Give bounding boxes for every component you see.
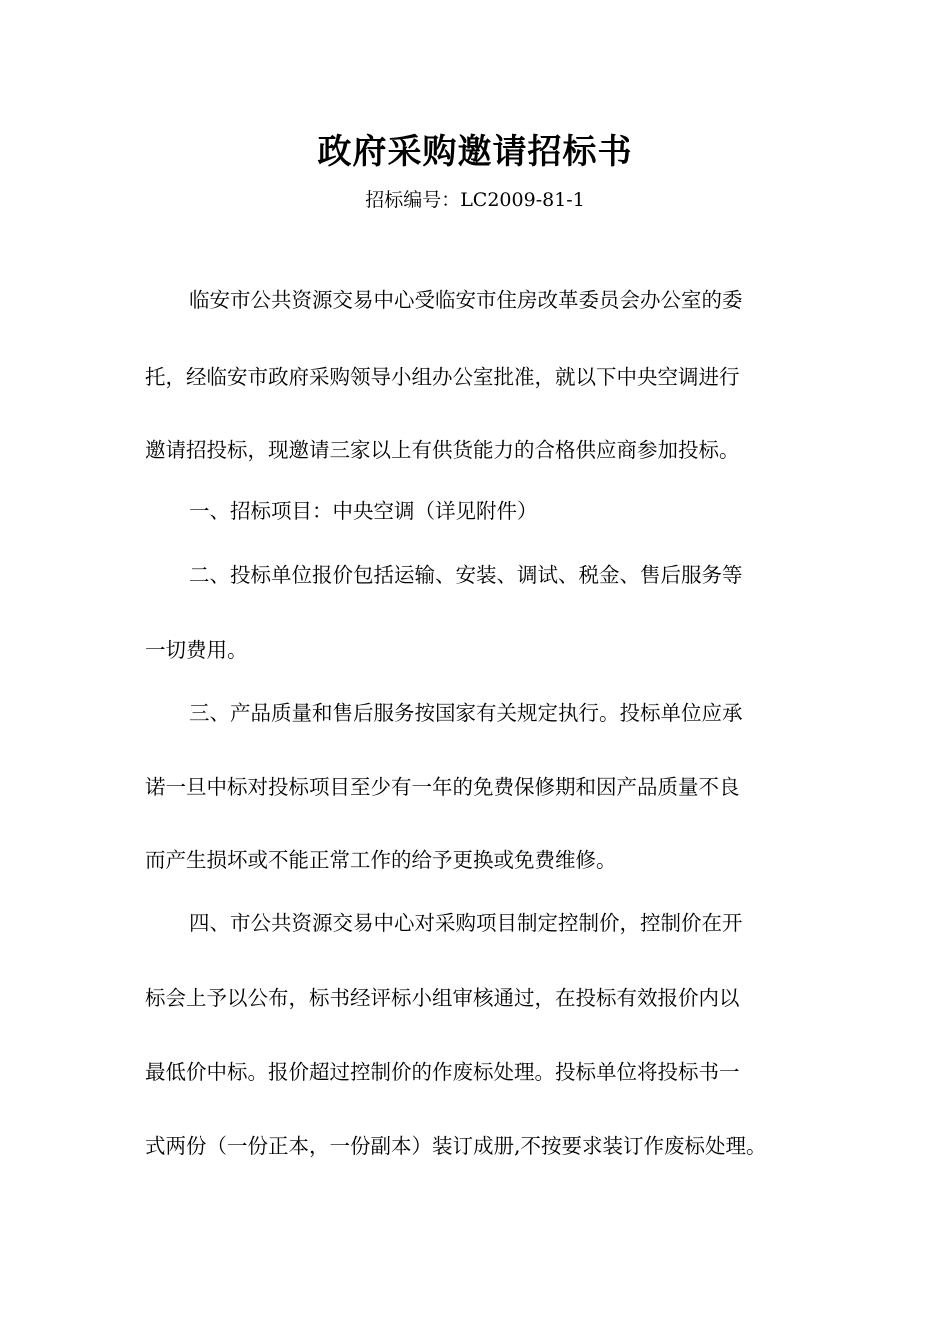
section-item-3: 三、产品质量和售后服务按国家有关规定执行。投标单位应承 [189,701,743,725]
document-title: 政府采购邀请招标书 [317,132,633,172]
section-item-2: 二、投标单位报价包括运输、安装、调试、税金、售后服务等 [189,563,743,587]
paragraph-line: 诺一旦中标对投标项目至少有一年的免费保修期和因产品质量不良 [145,775,740,799]
paragraph-line: 标会上予以公布，标书经评标小组审核通过，在投标有效报价内以 [145,986,740,1010]
section-item-1: 一、招标项目：中央空调（详见附件） [189,499,538,523]
paragraph-line: 临安市公共资源交易中心受临安市住房改革委员会办公室的委 [189,288,743,312]
paragraph-line: 一切费用。 [145,638,248,662]
section-item-4: 四、市公共资源交易中心对采购项目制定控制价，控制价在开 [189,911,743,935]
tender-number: 招标编号：LC2009-81-1 [365,189,585,211]
paragraph-line: 而产生损坏或不能正常工作的给予更换或免费维修。 [145,848,617,872]
paragraph-line: 式两份（一份正本，一份副本）装订成册,不按要求装订作废标处理。 [145,1134,767,1158]
paragraph-line: 邀请招投标，现邀请三家以上有供货能力的合格供应商参加投标。 [145,438,740,462]
paragraph-line: 托，经临安市政府采购领导小组办公室批准，就以下中央空调进行 [145,365,740,389]
paragraph-line: 最低价中标。报价超过控制价的作废标处理。投标单位将投标书一 [145,1060,740,1084]
